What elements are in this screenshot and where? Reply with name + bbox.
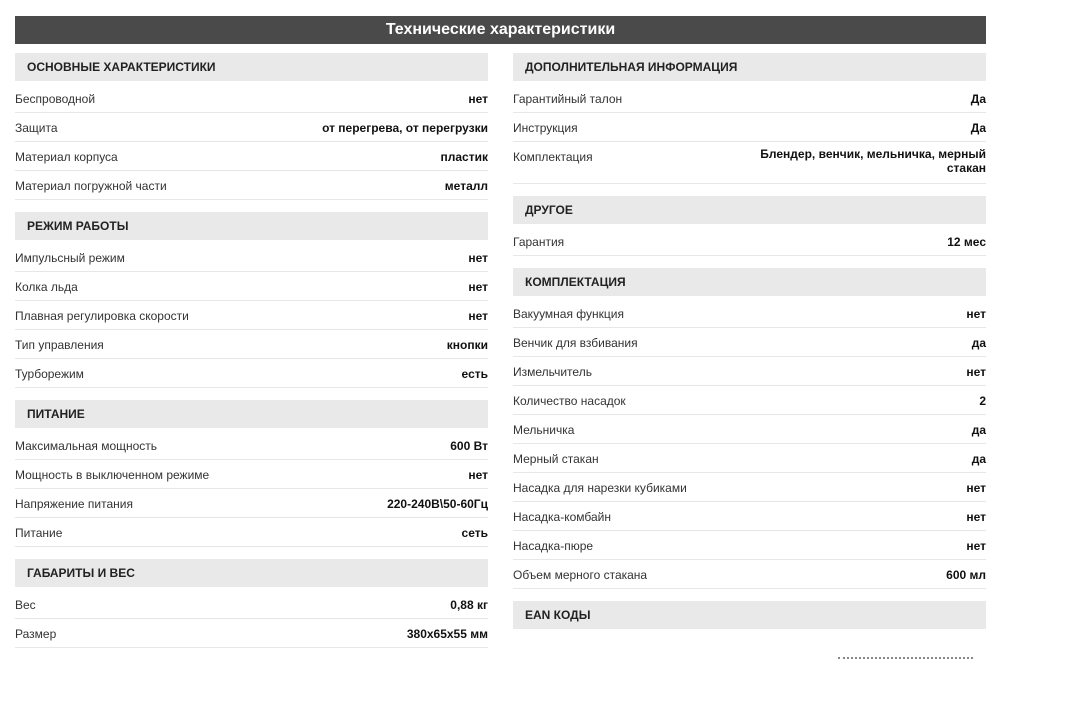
spec-value: от перегрева, от перегрузки (322, 121, 488, 135)
spec-value: 600 Вт (450, 439, 488, 453)
spec-label: Гарантия (513, 235, 565, 249)
ean-code-cutoff (838, 657, 973, 663)
spec-row (513, 299, 986, 328)
left-column (15, 53, 488, 648)
spec-value: 600 мл (946, 568, 986, 582)
spec-label: Количество насадок (513, 394, 626, 408)
spec-row (15, 330, 488, 359)
spec-section (15, 53, 488, 200)
spec-label: Размер (15, 627, 57, 641)
spec-label: Вес (15, 598, 36, 612)
spec-value: Да (970, 121, 986, 135)
spec-row (15, 301, 488, 330)
spec-row (513, 142, 986, 184)
spec-value: нет (468, 309, 488, 323)
spec-row (15, 113, 488, 142)
spec-value: есть (461, 367, 488, 381)
spec-value: нет (966, 539, 986, 553)
spec-row (513, 415, 986, 444)
spec-value: да (971, 336, 986, 350)
spec-label: Гарантийный талон (513, 92, 623, 106)
spec-label: Максимальная мощность (15, 439, 158, 453)
spec-label: Материал корпуса (15, 150, 118, 164)
spec-value: нет (966, 365, 986, 379)
spec-label: Мерный стакан (513, 452, 599, 466)
spec-value: нет (966, 481, 986, 495)
spec-label: Венчик для взбивания (513, 336, 638, 350)
spec-label: Насадка-комбайн (513, 510, 611, 524)
spec-row (15, 460, 488, 489)
spec-row (15, 84, 488, 113)
spec-section (513, 601, 986, 629)
spec-label: Колка льда (15, 280, 78, 294)
spec-row (513, 560, 986, 589)
spec-row (513, 328, 986, 357)
spec-value: нет (966, 307, 986, 321)
spec-label: Напряжение питания (15, 497, 133, 511)
spec-value: 220-240В\50-60Гц (387, 497, 488, 511)
section-heading: ДОПОЛНИТЕЛЬНАЯ ИНФОРМАЦИЯ (513, 53, 986, 81)
spec-section (513, 268, 986, 589)
spec-value: 380x65x55 мм (406, 627, 488, 641)
spec-value: металл (444, 179, 488, 193)
spec-row (513, 386, 986, 415)
spec-value: пластик (440, 150, 488, 164)
spec-row (15, 518, 488, 547)
spec-row (15, 272, 488, 301)
spec-label: Импульсный режим (15, 251, 125, 265)
spec-row (513, 531, 986, 560)
spec-row (15, 590, 488, 619)
right-column (513, 53, 986, 632)
spec-row (513, 84, 986, 113)
spec-section (513, 196, 986, 256)
section-heading: ГАБАРИТЫ И ВЕС (15, 559, 488, 587)
spec-section (513, 53, 986, 184)
spec-row (513, 227, 986, 256)
spec-row (15, 243, 488, 272)
spec-section (15, 212, 488, 388)
section-heading: РЕЖИМ РАБОТЫ (15, 212, 488, 240)
spec-row (513, 357, 986, 386)
spec-label: Беспроводной (15, 92, 96, 106)
spec-value: да (971, 452, 986, 466)
spec-label: Насадка для нарезки кубиками (513, 481, 687, 495)
spec-label: Турборежим (15, 367, 84, 381)
spec-label: Инструкция (513, 121, 578, 135)
spec-value: 0,88 кг (450, 598, 488, 612)
spec-row (15, 489, 488, 518)
spec-label: Объем мерного стакана (513, 568, 648, 582)
spec-value: кнопки (446, 338, 488, 352)
spec-value: 2 (979, 394, 986, 408)
spec-label: Насадка-пюре (513, 539, 594, 553)
spec-label: Вакуумная функция (513, 307, 624, 321)
spec-row (513, 473, 986, 502)
spec-value: сеть (461, 526, 488, 540)
spec-label: Защита (15, 121, 58, 135)
section-heading: ОСНОВНЫЕ ХАРАКТЕРИСТИКИ (15, 53, 488, 81)
section-heading: EAN КОДЫ (513, 601, 986, 629)
spec-row (513, 113, 986, 142)
spec-row (15, 142, 488, 171)
spec-value: 12 мес (947, 235, 986, 249)
spec-label: Мельничка (513, 423, 575, 437)
spec-row (15, 619, 488, 648)
spec-value: нет (966, 510, 986, 524)
section-heading: КОМПЛЕКТАЦИЯ (513, 268, 986, 296)
spec-row (15, 431, 488, 460)
spec-label: Комплектация (513, 150, 593, 164)
spec-value: нет (468, 468, 488, 482)
spec-value: нет (468, 280, 488, 294)
spec-section (15, 559, 488, 648)
spec-row (15, 171, 488, 200)
spec-row (15, 359, 488, 388)
spec-value: Да (970, 92, 986, 106)
spec-label: Тип управления (15, 338, 104, 352)
spec-value: нет (468, 92, 488, 106)
spec-value: да (971, 423, 986, 437)
spec-label: Мощность в выключенном режиме (15, 468, 210, 482)
spec-label: Измельчитель (513, 365, 592, 379)
section-heading: ДРУГОЕ (513, 196, 986, 224)
spec-label: Материал погружной части (15, 179, 167, 193)
section-heading: ПИТАНИЕ (15, 400, 488, 428)
spec-value: нет (468, 251, 488, 265)
spec-section (15, 400, 488, 547)
spec-row (513, 444, 986, 473)
spec-label: Питание (15, 526, 63, 540)
spec-row (513, 502, 986, 531)
spec-label: Плавная регулировка скорости (15, 309, 189, 323)
page-title: Технические характеристики (15, 16, 986, 44)
spec-value: Блендер, венчик, мельничка, мерный стакан (760, 147, 986, 175)
